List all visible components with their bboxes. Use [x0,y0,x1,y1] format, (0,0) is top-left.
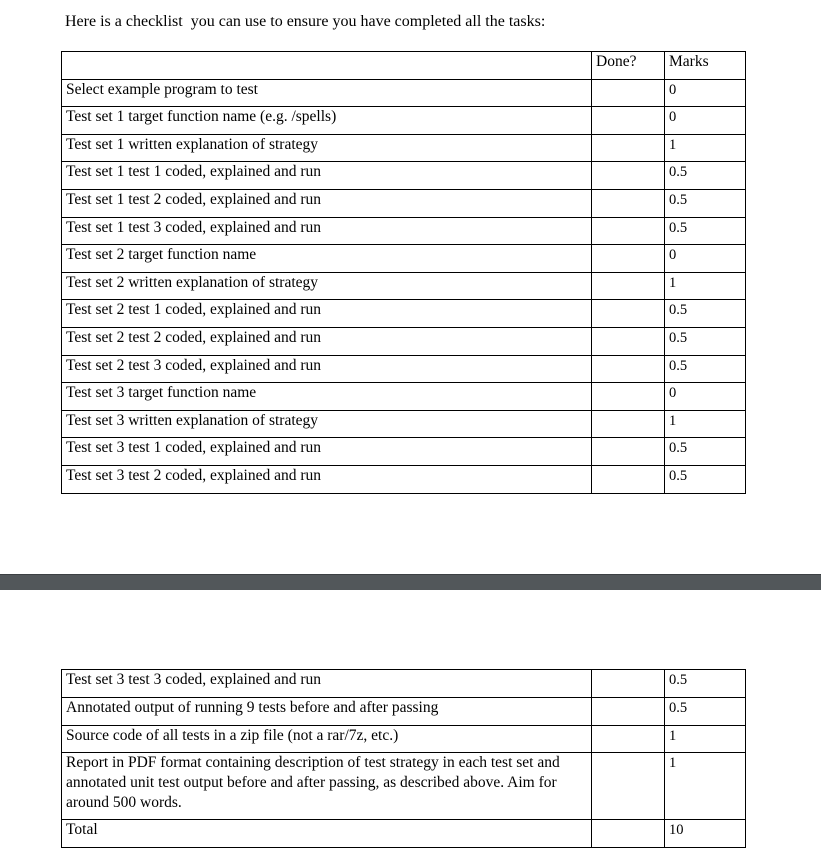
intro-text: Here is a checklist you can use to ensure you have completed all the tasks: [65,13,546,30]
marks-cell: 0 [665,79,746,107]
task-cell: Test set 1 test 2 coded, explained and run [62,189,592,217]
marks-cell: 0.5 [665,355,746,383]
done-cell [592,107,665,135]
done-cell [592,438,665,466]
marks-cell: 0.5 [665,327,746,355]
table-row [62,355,746,383]
table-row [62,300,746,328]
task-cell: Test set 3 test 3 coded, explained and run [62,670,592,698]
task-cell: Test set 1 test 3 coded, explained and run [62,217,592,245]
done-cell [592,410,665,438]
marks-cell: 0 [665,107,746,135]
done-cell [592,355,665,383]
marks-cell: 0.5 [665,670,746,698]
table-row [62,753,746,820]
marks-cell: 0.5 [665,438,746,466]
marks-cell: 0.5 [665,465,746,493]
task-cell: Test set 2 test 1 coded, explained and run [62,300,592,328]
task-cell: Test set 2 test 2 coded, explained and run [62,327,592,355]
table-row [62,79,746,107]
task-cell: Test set 1 written explanation of strategy [62,134,592,162]
task-cell: Test set 2 test 3 coded, explained and run [62,355,592,383]
table-row [62,162,746,190]
done-cell [592,217,665,245]
marks-cell: 1 [665,134,746,162]
marks-cell: 0.5 [665,217,746,245]
task-cell: Test set 3 test 2 coded, explained and run [62,465,592,493]
marks-cell: 1 [665,753,746,820]
header-done-cell: Done? [592,52,665,80]
table-row [62,107,746,135]
done-cell [592,753,665,820]
table-row [62,272,746,300]
task-cell: Test set 2 written explanation of strategy [62,272,592,300]
table-row [62,134,746,162]
task-cell: Select example program to test [62,79,592,107]
done-cell [592,134,665,162]
marks-cell: 1 [665,410,746,438]
table-row [62,327,746,355]
task-cell: Test set 3 target function name [62,383,592,411]
task-cell: Test set 2 target function name [62,245,592,273]
total-marks-cell: 10 [665,820,746,848]
marks-cell: 0.5 [665,698,746,726]
checklist-table-page-1 [61,51,746,494]
header-task-cell [62,52,592,80]
table-row [62,383,746,411]
task-cell: Test set 1 test 1 coded, explained and run [62,162,592,190]
table-row [62,217,746,245]
marks-cell: 0.5 [665,162,746,190]
done-cell [592,162,665,190]
total-label-cell: Total [62,820,592,848]
done-cell [592,698,665,726]
done-cell [592,189,665,217]
checklist-table-page-2 [61,669,746,848]
table-row [62,465,746,493]
table-row [62,245,746,273]
table-header-row [62,52,746,80]
total-done-cell [592,820,665,848]
marks-cell: 1 [665,272,746,300]
table-row [62,726,746,753]
done-cell [592,272,665,300]
done-cell [592,383,665,411]
done-cell [592,670,665,698]
done-cell [592,300,665,328]
marks-cell: 0.5 [665,300,746,328]
table-row [62,410,746,438]
marks-cell: 0 [665,245,746,273]
done-cell [592,245,665,273]
page-separator [0,574,821,590]
done-cell [592,465,665,493]
table-row [62,438,746,466]
task-cell: Report in PDF format containing description of test strategy in each test set and annotated unit test output before and after passing, as described above. Aim for around 500 words. [62,753,592,820]
table-row [62,698,746,726]
total-row [62,820,746,848]
table-row [62,189,746,217]
task-cell: Source code of all tests in a zip file (not a rar/7z, etc.) [62,726,592,753]
done-cell [592,79,665,107]
task-cell: Test set 3 written explanation of strategy [62,410,592,438]
table-row [62,670,746,698]
marks-cell: 0 [665,383,746,411]
task-cell: Test set 1 target function name (e.g. /spells) [62,107,592,135]
done-cell [592,327,665,355]
marks-cell: 1 [665,726,746,753]
marks-cell: 0.5 [665,189,746,217]
header-marks-cell: Marks [665,52,746,80]
done-cell [592,726,665,753]
task-cell: Test set 3 test 1 coded, explained and run [62,438,592,466]
task-cell: Annotated output of running 9 tests before and after passing [62,698,592,726]
